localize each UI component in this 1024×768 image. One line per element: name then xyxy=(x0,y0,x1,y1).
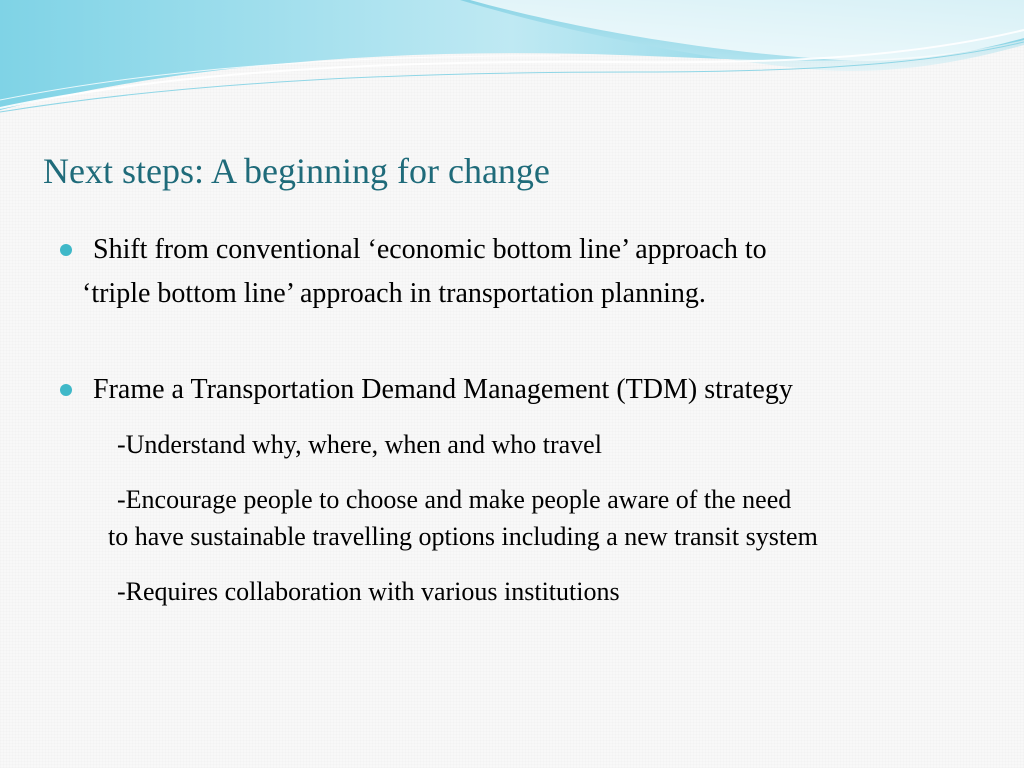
bullet-line: Frame a Transportation Demand Management (TDM) strategy xyxy=(93,374,793,405)
slide-title: Next steps: A beginning for change xyxy=(43,151,550,191)
sub-point: -Understand why, where, when and who travel xyxy=(117,430,602,459)
bullet-line: ‘triple bottom line’ approach in transportation planning. xyxy=(82,278,706,309)
bullet-line: Shift from conventional ‘economic bottom line’ approach to xyxy=(93,234,767,265)
bullet-icon xyxy=(60,244,72,256)
sub-point: -Requires collaboration with various institutions xyxy=(117,577,620,606)
bullet-icon xyxy=(60,384,72,396)
sub-point-continuation: to have sustainable travelling options including a new transit system xyxy=(108,522,818,551)
sub-point: -Encourage people to choose and make people aware of the need xyxy=(117,485,792,514)
header-wave-decoration xyxy=(0,0,1024,120)
